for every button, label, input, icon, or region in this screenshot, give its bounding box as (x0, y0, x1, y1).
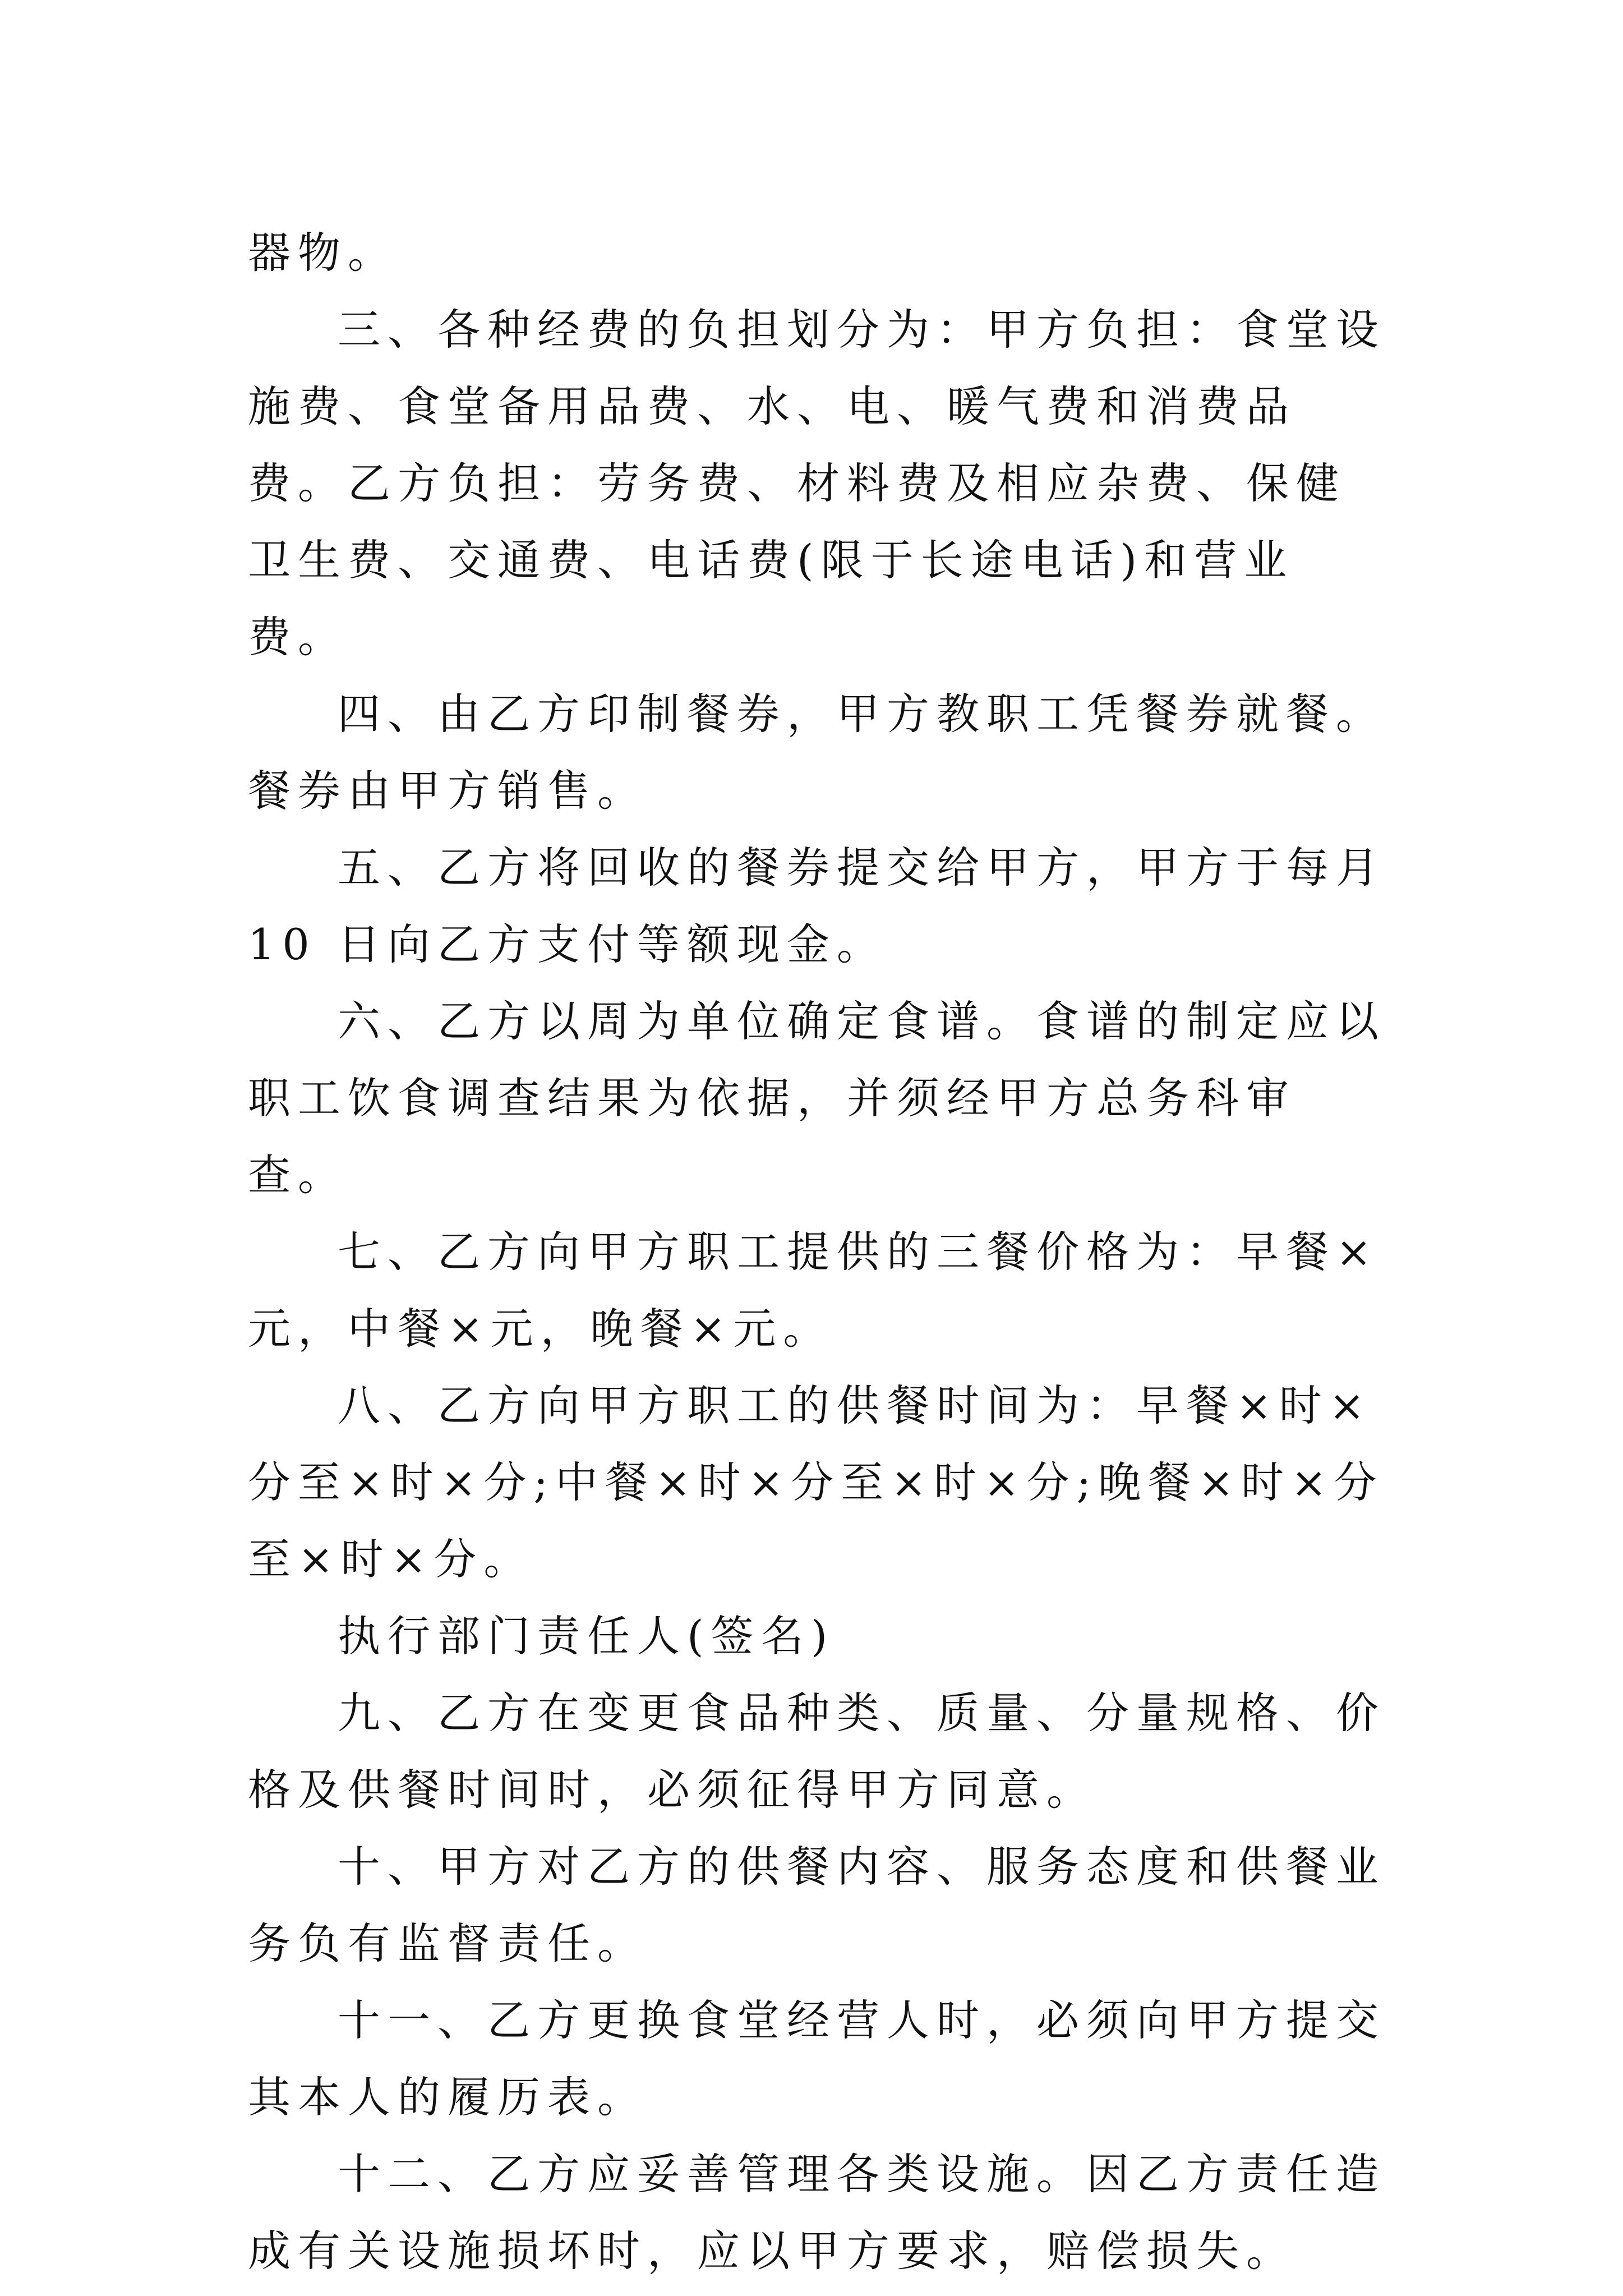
paragraph-clause-11: 十一、乙方更换食堂经营人时，必须向甲方提交其本人的履历表。 (248, 1995, 1386, 2122)
paragraph-clause-8: 八、乙方向甲方职工的供餐时间为：早餐×时×分至×时×分;中餐×时×分至×时×分;晚餐×时×分至×时×分。 (248, 1381, 1384, 1584)
paragraph-clause-7: 七、乙方向甲方职工提供的三餐价格为：早餐×元，中餐×元，晚餐×元。 (248, 1227, 1379, 1354)
paragraph-continuation: 器物。 (248, 228, 398, 278)
paragraph-clause-5: 五、乙方将回收的餐券提交给甲方，甲方于每月 10 日向乙方支付等额现金。 (248, 843, 1407, 969)
paragraph-clause-4: 四、由乙方印制餐券，甲方教职工凭餐券就餐。餐券由甲方销售。 (248, 689, 1386, 816)
paragraph-clause-6: 六、乙方以周为单位确定食谱。食谱的制定应以职工饮食调查结果为依据，并须经甲方总务科审查。 (248, 996, 1386, 1200)
document-body (248, 214, 1407, 2289)
paragraph-clause-12: 十二、乙方应妥善管理各类设施。因乙方责任造成有关设施损坏时，应以甲方要求，赔偿损失。 (248, 2149, 1386, 2276)
paragraph-clause-3: 三、各种经费的负担划分为：甲方负担：食堂设施费、食堂备用品费、水、电、暖气费和消费品费。乙方负担：劳务费、材料费及相应杂费、保健卫生费、交通费、电话费(限于长途电话)和营业费。 (248, 305, 1386, 662)
paragraph-clause-9: 九、乙方在变更食品种类、质量、分量规格、价格及供餐时间时，必须征得甲方同意。 (248, 1688, 1386, 1815)
paragraph-clause-10: 十、甲方对乙方的供餐内容、服务态度和供餐业务负有监督责任。 (248, 1842, 1386, 1968)
paragraph-signature-line: 执行部门责任人(签名) (338, 1611, 835, 1661)
